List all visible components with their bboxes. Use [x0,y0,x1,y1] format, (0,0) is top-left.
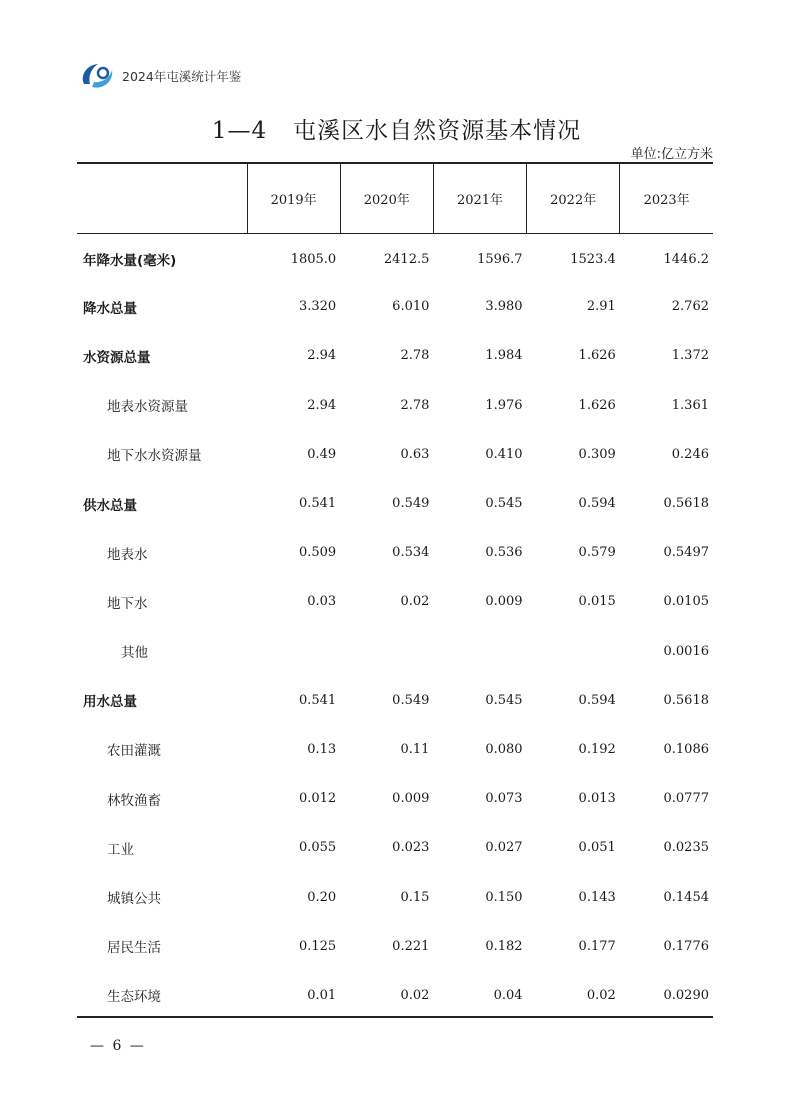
table-cell: 0.0290 [663,987,709,1003]
table-cell: 0.221 [392,938,430,954]
table-cell [433,627,526,676]
table-cell: 0.015 [578,594,616,610]
table-cell [527,627,620,676]
table-cell [247,627,340,676]
table-cell: 2.94 [307,348,337,364]
header-blank-cell [77,163,247,233]
table-cell: 3.320 [298,299,337,315]
table-cell: 0.04 [493,987,523,1003]
table-cell: 0.009 [485,594,523,610]
table-cell: 0.03 [307,594,337,610]
table-cell: 0.5618 [663,692,709,708]
table-number: 1—4 [211,118,268,144]
column-header: 2021年 [433,163,526,233]
table-cell: 0.541 [298,692,337,708]
table-cell: 0.02 [586,987,616,1003]
table-cell: 0.192 [578,741,616,757]
table-row [77,872,713,921]
row-label: 地表水资源量 [107,399,188,416]
column-header: 2023年 [620,163,713,233]
table-cell: 0.013 [578,791,616,807]
column-header: 2022年 [527,163,620,233]
yearbook-logo-icon [78,60,118,92]
row-label: 城镇公共 [107,891,161,908]
table-row [77,922,713,971]
table-cell: 0.1776 [663,938,709,954]
table-cell: 0.150 [485,889,523,905]
row-label: 农田灌溉 [107,743,161,760]
table-row [77,528,713,577]
book-title: 2024年屯溪统计年鉴 [122,69,242,84]
table-cell: 2.78 [400,397,430,413]
table-row [77,627,713,676]
table-row [77,282,713,331]
table-cell: 0.182 [485,938,523,954]
table-cell: 0.080 [485,741,523,757]
row-label: 水资源总量 [83,349,151,366]
table-cell: 0.410 [485,446,523,462]
table-cell: 0.051 [578,840,616,856]
row-label: 生态环境 [107,989,161,1006]
table-title: 屯溪区水自然资源基本情况 [293,118,582,144]
page-title [0,112,793,145]
table-cell: 0.012 [298,791,337,807]
table-cell: 0.49 [307,446,337,462]
table-cell: 0.20 [307,889,337,905]
table-cell: 0.246 [671,446,709,462]
table-cell: 1446.2 [663,251,709,267]
table-row [77,676,713,725]
table-cell: 0.177 [578,938,616,954]
table-row [77,233,713,282]
row-label: 地表水 [107,546,148,563]
table-cell: 0.5618 [663,496,709,512]
table-row [77,331,713,380]
table-cell: 2412.5 [383,251,430,267]
table-cell: 0.534 [392,545,430,561]
table-cell: 0.0777 [663,791,709,807]
table-header-row [77,163,713,233]
table-cell: 0.143 [578,889,616,905]
table-cell: 0.009 [392,791,430,807]
unit-label: 单位:亿立方米 [630,147,713,162]
table-row [77,725,713,774]
column-header: 2019年 [247,163,340,233]
table-cell: 1523.4 [570,251,616,267]
table-cell: 0.545 [485,692,523,708]
table-cell: 0.0235 [663,840,709,856]
table-cell: 1596.7 [477,251,523,267]
row-label: 居民生活 [107,940,161,957]
table-cell: 0.0105 [663,594,709,610]
table-cell: 0.023 [392,840,430,856]
table-cell: 0.073 [485,791,523,807]
row-label: 供水总量 [83,497,137,514]
page-header [78,58,241,94]
row-label: 其他 [121,645,148,662]
table-cell: 0.549 [392,692,430,708]
row-label: 林牧渔畜 [107,792,161,809]
table-row [77,577,713,626]
table-cell: 0.11 [400,741,430,757]
table-cell: 3.980 [485,299,523,315]
table-cell: 0.5497 [663,545,709,561]
row-label: 地下水 [107,595,148,612]
table-row [77,823,713,872]
row-label: 年降水量(毫米) [83,253,177,270]
table-row [77,971,713,1020]
table-cell: 0.594 [578,692,616,708]
table-cell: 2.91 [586,299,616,315]
table-cell: 0.01 [307,987,337,1003]
row-label: 地下水水资源量 [107,448,202,465]
table-bottom-rule [77,1016,713,1018]
table-cell: 1.976 [485,397,523,413]
page-number: — 6 — [90,1038,146,1054]
row-label: 降水总量 [83,300,137,317]
table-cell: 0.02 [400,594,430,610]
table-row [77,774,713,823]
table-cell: 1.626 [578,397,616,413]
table-cell: 0.541 [298,496,337,512]
row-label: 工业 [107,841,134,858]
table-cell: 1805.0 [290,251,337,267]
table-cell: 2.78 [400,348,430,364]
table-cell: 0.055 [298,840,337,856]
table-cell: 1.361 [671,397,709,413]
table-cell: 1.626 [578,348,616,364]
table-cell: 1.372 [671,348,709,364]
table-cell: 0.545 [485,496,523,512]
table-row [77,430,713,479]
table-cell: 0.1086 [663,741,709,757]
table-cell: 0.309 [578,446,616,462]
table-cell: 0.579 [578,545,616,561]
table-cell [340,627,433,676]
table-cell: 0.125 [298,938,337,954]
table-cell: 0.02 [400,987,430,1003]
table-cell: 0.63 [400,446,430,462]
table-cell: 0.509 [298,545,337,561]
water-resources-table [77,162,713,1020]
table-cell: 0.594 [578,496,616,512]
table-cell: 0.0016 [663,643,709,659]
table-cell: 0.13 [307,741,337,757]
column-header: 2020年 [340,163,433,233]
row-label: 用水总量 [83,694,137,711]
table-row [77,381,713,430]
table-cell: 1.984 [485,348,523,364]
table-cell: 2.762 [671,299,709,315]
table-row [77,479,713,528]
table-cell: 0.027 [485,840,523,856]
table-cell: 0.1454 [663,889,709,905]
table-cell: 6.010 [392,299,430,315]
table-cell: 0.15 [400,889,430,905]
table-cell: 2.94 [307,397,337,413]
table-cell: 0.549 [392,496,430,512]
table-cell: 0.536 [485,545,523,561]
